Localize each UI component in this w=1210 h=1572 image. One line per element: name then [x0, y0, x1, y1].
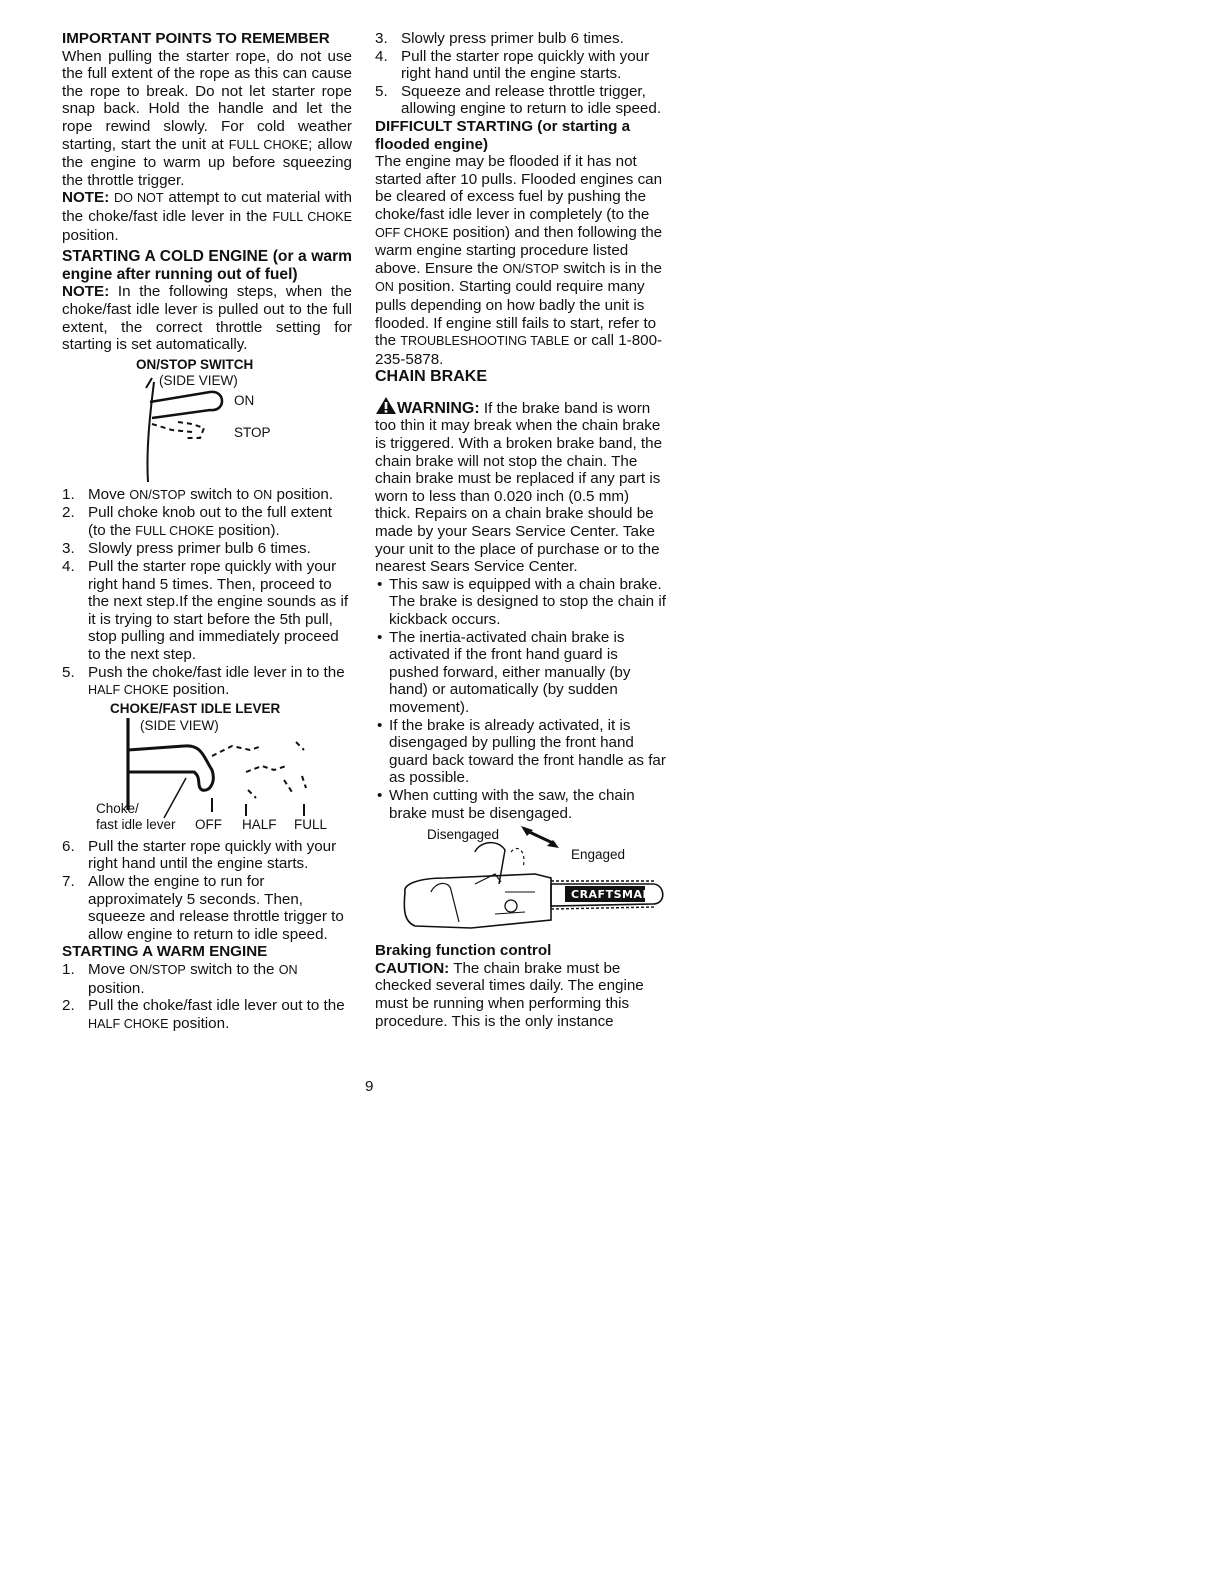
- disengaged-label: Disengaged: [427, 827, 500, 843]
- figure-subtitle: (SIDE VIEW): [159, 372, 238, 388]
- chain-brake-heading: CHAIN BRAKE: [375, 368, 487, 386]
- important-paragraph: [62, 48, 352, 190]
- note-label: NOTE:: [62, 189, 110, 207]
- engaged-label: Engaged: [571, 847, 626, 863]
- full-choke-term: FULL CHOKE: [228, 137, 309, 152]
- caution-text: The chain brake must be checked several times daily. The engine must be running when performing this procedure. This is the only instance: [375, 959, 644, 1030]
- list-item: 5. Squeeze and release throttle trigger, allowing engine to return to idle speed.: [375, 82, 662, 118]
- list-item: 2. Pull choke knob out to the full extent (to the FULL CHOKE position).: [62, 504, 333, 539]
- chainsaw-illustration: [375, 822, 667, 936]
- on-stop-switch-diagram: [122, 354, 322, 486]
- warning-paragraph: [375, 396, 667, 576]
- list-item: • This saw is equipped with a chain brake. The brake is designed to stop the chain if kickback occurs.: [375, 576, 667, 629]
- warning-label: WARNING:: [397, 399, 480, 417]
- note-label: NOTE:: [62, 283, 110, 301]
- choke-lever-figure: [62, 700, 352, 834]
- figure-title: ON/STOP SWITCH: [136, 356, 254, 372]
- figure-title: CHOKE/FAST IDLE LEVER: [110, 700, 281, 716]
- page-number: 9: [365, 1078, 374, 1095]
- full-choke-term: FULL CHOKE: [272, 209, 352, 224]
- list-item: 1. Move ON/STOP switch to ON position.: [62, 485, 334, 503]
- list-item: 3. Slowly press primer bulb 6 times.: [375, 30, 624, 47]
- list-item: • If the brake is already activated, it is disengaged by pulling the front hand guard back toward the front handle as far as possible.: [375, 717, 667, 787]
- warm-engine-heading: STARTING A WARM ENGINE: [62, 943, 268, 961]
- important-heading: IMPORTANT POINTS TO REMEMBER: [62, 30, 330, 47]
- important-text: When pulling the starter rope, do not use the full extent of the rope as this can cause the rope to break. Do not let starter rope snap back. Hold the handle and let the rope rewind slowly. For cold weather starting, start the unit at: [62, 47, 352, 153]
- list-item: 7. Allow the engine to run for approximately 5 seconds. Then, squeeze and release throttle trigger to allow engine to return to idle speed.: [62, 873, 344, 943]
- cold-engine-heading: STARTING A COLD ENGINE (or a warm engine after running out of fuel): [62, 248, 352, 283]
- brand-label: CRAFTSMAN: [571, 888, 653, 902]
- note-2-text: In the following steps, when the choke/fast idle lever is pulled out to the full extent, the correct throttle setting for starting is set automatically.: [62, 283, 352, 354]
- figure-subtitle: (SIDE VIEW): [140, 717, 219, 733]
- note-2: [62, 283, 352, 353]
- chain-brake-bullets: [375, 576, 667, 822]
- list-item: • The inertia-activated chain brake is activated if the front hand guard is pushed forward, either manually (by hand) or automatically (by sudden movement).: [375, 629, 667, 717]
- do-not-term: DO NOT: [114, 191, 164, 206]
- important-text-2: ; allow the engine to warm up before squeezing the throttle trigger.: [62, 135, 352, 189]
- chainsaw-figure: [375, 822, 667, 936]
- braking-function-heading: Braking function control: [375, 942, 552, 960]
- warm-steps-list: [62, 961, 352, 1033]
- stop-label: STOP: [234, 424, 271, 440]
- list-item: 1. Move ON/STOP switch to the ON position.: [62, 960, 298, 997]
- choke-lever-label-2: fast idle lever: [96, 816, 176, 832]
- list-item: 6. Pull the starter rope quickly with your right hand until the engine starts.: [62, 837, 337, 873]
- off-label: OFF: [195, 816, 222, 832]
- note-1-end: position.: [62, 226, 119, 244]
- note-1: [62, 189, 352, 244]
- on-label: ON: [234, 392, 255, 408]
- difficult-starting-heading: DIFFICULT STARTING (or starting a flooded engine): [375, 117, 631, 153]
- list-item: 3. Slowly press primer bulb 6 times.: [62, 540, 311, 558]
- full-label: FULL: [294, 816, 328, 832]
- cold-steps-list: [62, 486, 352, 700]
- right-column: [375, 30, 667, 1030]
- left-column: [62, 30, 352, 1033]
- half-label: HALF: [242, 816, 277, 832]
- cold-steps-list-2: [62, 838, 352, 944]
- list-item: • When cutting with the saw, the chain brake must be disengaged.: [375, 787, 667, 822]
- difficult-starting-paragraph: The engine may be flooded if it has not started after 10 pulls. Flooded engines can be cleared of excess fuel by pushing the choke/fast idle lever in completely (to the OFF CHOKE position) and then following the warm engine starting procedure listed above. Ensure the ON/STOP switch is in the ON position. Starting could require many pulls depending on how badly the unit is flooded. If engine still fails to start, refer to the TROUBLESHOOTING TABLE or call 1-800-235-5878.: [375, 153, 663, 368]
- list-item: 4. Pull the starter rope quickly with your right hand until the engine starts.: [375, 47, 650, 83]
- on-stop-switch-figure: [62, 354, 352, 486]
- warm-steps-continued: [375, 30, 667, 118]
- warning-text: If the brake band is worn too thin it may break when the chain brake is triggered. With a broken brake band, the chain brake will not stop the chain. The chain brake must be replaced if any part is worn to less than 0.020 inch (0.5 mm) thick. Repairs on a chain brake should be made by your Sears Service Center. Take your unit to the place of purchase or to the nearest Sears Service Center.: [375, 399, 663, 576]
- list-item: 5. Push the choke/fast idle lever in to the HALF CHOKE position.: [62, 663, 345, 699]
- list-item: 4. Pull the starter rope quickly with your right hand 5 times. Then, proceed to the next step.If the engine sounds as if it is trying to start before the 5th pull, stop pulling and immediately proceed to the next step.: [62, 558, 349, 664]
- choke-lever-label: Choke/: [96, 800, 139, 816]
- note-1-text: attempt to cut material with the choke/fast idle lever in the: [62, 189, 352, 225]
- caution-paragraph: [375, 960, 667, 1030]
- list-item: 2. Pull the choke/fast idle lever out to the HALF CHOKE position.: [62, 997, 345, 1032]
- caution-label: CAUTION:: [375, 959, 450, 977]
- warning-icon: [375, 396, 397, 415]
